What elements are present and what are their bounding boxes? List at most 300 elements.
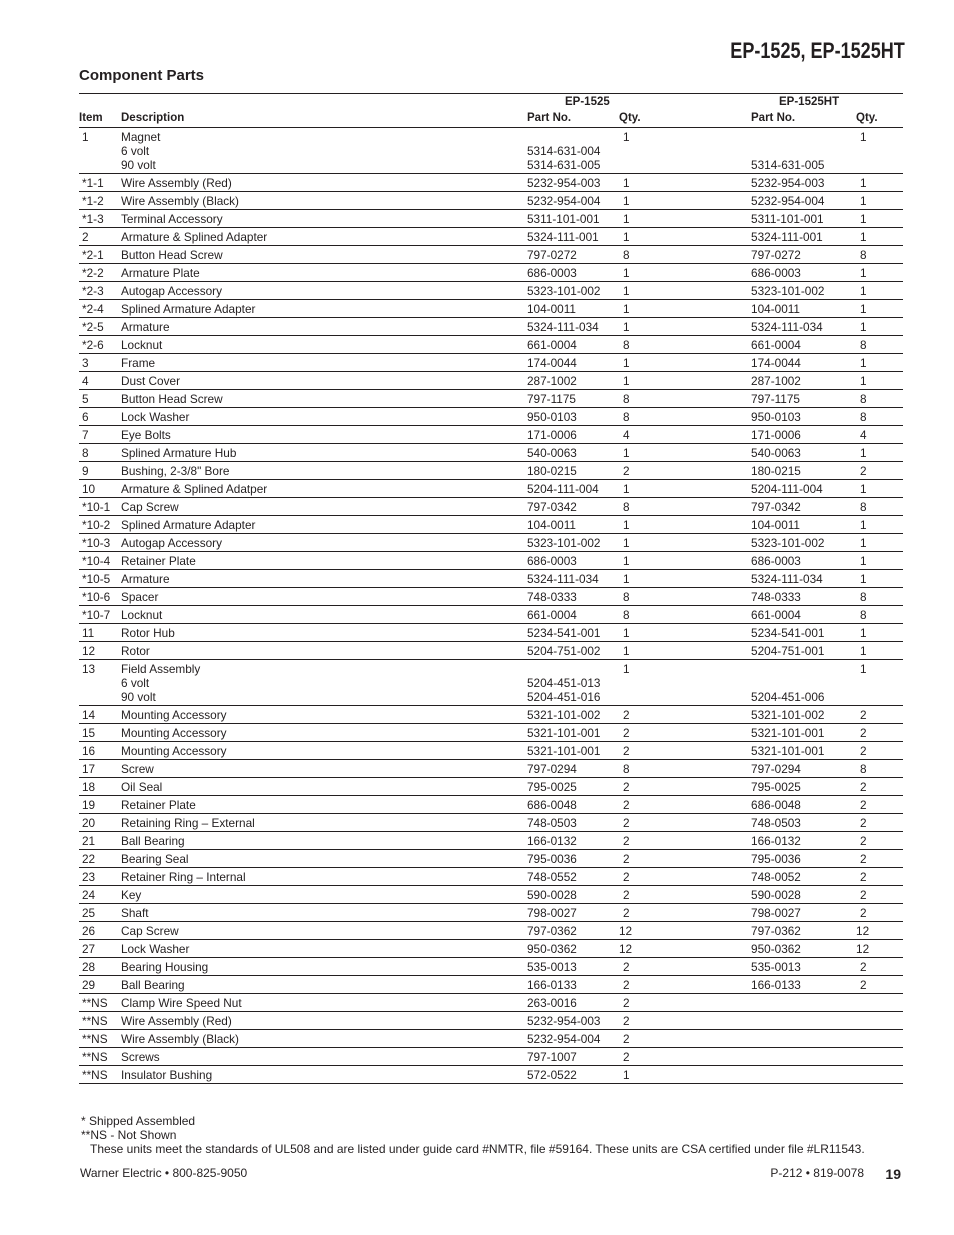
cell-qty-a: 8 — [619, 606, 751, 624]
cell-description-line: Field Assembly — [121, 662, 201, 676]
cell-part-no-a-line: 795-0025 — [527, 780, 577, 794]
cell-qty-a: 2 — [619, 976, 751, 994]
cell-part-no-b — [751, 660, 845, 706]
cell-item: 18 — [79, 778, 118, 796]
cell-qty-b: 1 — [845, 570, 903, 588]
cell-description-line: Armature — [121, 320, 170, 334]
cell-part-no-b — [751, 390, 845, 408]
table-row — [79, 660, 903, 706]
cell-part-no-b — [751, 552, 845, 570]
cell-description-line: Autogap Accessory — [121, 536, 222, 550]
table-row — [79, 128, 903, 174]
cell-item: 23 — [79, 868, 118, 886]
cell-description-line: Rotor Hub — [121, 626, 175, 640]
cell-part-no-a-line: 5204-751-002 — [527, 644, 601, 658]
cell-description — [118, 886, 527, 904]
cell-item: *10-3 — [79, 534, 118, 552]
cell-part-no-b-line: 166-0133 — [751, 978, 801, 992]
cell-qty-b: 2 — [845, 832, 903, 850]
cell-part-no-a — [527, 904, 619, 922]
cell-qty-a: 2 — [619, 778, 751, 796]
table-row — [79, 282, 903, 300]
cell-description-line: Key — [121, 888, 142, 902]
table-row — [79, 940, 903, 958]
cell-part-no-a — [527, 336, 619, 354]
table-row — [79, 976, 903, 994]
cell-qty-a: 8 — [619, 760, 751, 778]
cell-part-no-b — [751, 994, 845, 1012]
cell-qty-b: 1 — [845, 444, 903, 462]
cell-part-no-b — [751, 606, 845, 624]
cell-part-no-b — [751, 886, 845, 904]
cell-part-no-b — [751, 408, 845, 426]
cell-item: 7 — [79, 426, 118, 444]
table-row — [79, 228, 903, 246]
cell-part-no-a-line: 171-0006 — [527, 428, 577, 442]
cell-part-no-b-line: 287-1002 — [751, 374, 801, 388]
cell-part-no-b — [751, 922, 845, 940]
cell-item: *10-2 — [79, 516, 118, 534]
cell-part-no-b-line: 795-0025 — [751, 780, 801, 794]
section-title: Component Parts — [79, 67, 205, 84]
table-row — [79, 868, 903, 886]
cell-qty-b: 2 — [845, 462, 903, 480]
cell-part-no-b-line: 5204-751-001 — [751, 644, 825, 658]
cell-part-no-b — [751, 1048, 845, 1066]
cell-description — [118, 372, 527, 390]
cell-part-no-b-line: 5321-101-001 — [751, 744, 825, 758]
cell-description-line: Oil Seal — [121, 780, 163, 794]
note-not-shown: **NS - Not Shown — [81, 1128, 177, 1142]
cell-item: **NS — [79, 994, 118, 1012]
cell-description-line: Spacer — [121, 590, 159, 604]
cell-part-no-b-line — [751, 1068, 845, 1082]
table-row — [79, 498, 903, 516]
table-row — [79, 174, 903, 192]
table-row — [79, 624, 903, 642]
cell-part-no-a-line: 5234-541-001 — [527, 626, 601, 640]
cell-part-no-b-line: 5311-101-001 — [751, 212, 824, 226]
cell-description-line: Wire Assembly (Black) — [121, 1032, 239, 1046]
cell-qty-b — [845, 1066, 903, 1084]
cell-description-line: Magnet — [121, 130, 161, 144]
cell-qty-b: 2 — [845, 886, 903, 904]
cell-part-no-b — [751, 1012, 845, 1030]
cell-qty-b: 1 — [845, 372, 903, 390]
table-row — [79, 642, 903, 660]
cell-part-no-a — [527, 246, 619, 264]
cell-part-no-b — [751, 318, 845, 336]
cell-part-no-b-line: 950-0362 — [751, 942, 801, 956]
table-row — [79, 444, 903, 462]
column-header-row — [79, 109, 903, 128]
cell-part-no-a-line: 5314-631-004 — [527, 144, 601, 158]
cell-part-no-b — [751, 498, 845, 516]
cell-part-no-a — [527, 778, 619, 796]
col-header-item: Item — [79, 109, 118, 128]
cell-qty-a: 1 — [619, 1066, 751, 1084]
col-header-description: Description — [118, 109, 527, 128]
table-row — [79, 742, 903, 760]
table-row — [79, 1030, 903, 1048]
table-row — [79, 354, 903, 372]
cell-item: 6 — [79, 408, 118, 426]
cell-part-no-a — [527, 264, 619, 282]
cell-part-no-a-line: 572-0522 — [527, 1068, 577, 1082]
cell-item: 24 — [79, 886, 118, 904]
cell-item: *10-4 — [79, 552, 118, 570]
cell-description — [118, 444, 527, 462]
table-row — [79, 886, 903, 904]
notes — [81, 1114, 865, 1156]
cell-description-line: Screws — [121, 1050, 160, 1064]
cell-qty-a: 1 — [619, 570, 751, 588]
cell-item: 22 — [79, 850, 118, 868]
cell-qty-a: 8 — [619, 390, 751, 408]
cell-item: *2-6 — [79, 336, 118, 354]
cell-qty-b: 1 — [845, 264, 903, 282]
col-header-part-no-b: Part No. — [751, 109, 845, 128]
cell-description — [118, 588, 527, 606]
cell-description-line: Mounting Accessory — [121, 744, 227, 758]
cell-part-no-a — [527, 354, 619, 372]
table-row — [79, 1066, 903, 1084]
cell-description-line: Lock Washer — [121, 410, 190, 424]
cell-part-no-b-line: 748-0052 — [751, 870, 801, 884]
cell-item: *1-3 — [79, 210, 118, 228]
cell-qty-b: 1 — [845, 210, 903, 228]
cell-qty-a: 2 — [619, 1012, 751, 1030]
table-row — [79, 300, 903, 318]
cell-part-no-b — [751, 760, 845, 778]
cell-description-line: Ball Bearing — [121, 978, 185, 992]
cell-part-no-a-line: 5232-954-003 — [527, 176, 601, 190]
cell-part-no-a — [527, 498, 619, 516]
cell-description — [118, 426, 527, 444]
table-row — [79, 814, 903, 832]
table-row — [79, 372, 903, 390]
cell-part-no-a — [527, 958, 619, 976]
table-row — [79, 994, 903, 1012]
cell-qty-b: 2 — [845, 706, 903, 724]
cell-part-no-b-line: 5324-111-034 — [751, 320, 823, 334]
cell-description-line: Bearing Seal — [121, 852, 189, 866]
cell-part-no-b-line: 661-0004 — [751, 608, 801, 622]
table-row — [79, 390, 903, 408]
cell-description-line: Lock Washer — [121, 942, 190, 956]
cell-part-no-a — [527, 462, 619, 480]
cell-qty-a: 1 — [619, 372, 751, 390]
cell-description — [118, 1030, 527, 1048]
cell-description — [118, 498, 527, 516]
cell-description — [118, 796, 527, 814]
cell-part-no-a-line: 174-0044 — [527, 356, 577, 370]
cell-part-no-b-line — [751, 996, 845, 1010]
cell-part-no-b-line: 5324-111-001 — [751, 230, 823, 244]
cell-part-no-b-line: 5314-631-005 — [751, 158, 825, 172]
cell-qty-a: 1 — [619, 228, 751, 246]
cell-description — [118, 1012, 527, 1030]
cell-description-line: Autogap Accessory — [121, 284, 222, 298]
cell-part-no-b — [751, 174, 845, 192]
cell-part-no-a — [527, 1012, 619, 1030]
cell-part-no-a — [527, 282, 619, 300]
cell-description — [118, 1048, 527, 1066]
cell-description-line: 90 volt — [121, 690, 156, 704]
cell-part-no-a-line: 797-0272 — [527, 248, 577, 262]
cell-item: *10-5 — [79, 570, 118, 588]
cell-item: 1 — [79, 128, 118, 174]
cell-item: 9 — [79, 462, 118, 480]
cell-description — [118, 940, 527, 958]
cell-qty-a: 1 — [619, 282, 751, 300]
cell-qty-b: 2 — [845, 742, 903, 760]
cell-part-no-a-line: 797-0342 — [527, 500, 577, 514]
cell-part-no-a — [527, 606, 619, 624]
cell-item: **NS — [79, 1048, 118, 1066]
cell-part-no-b — [751, 940, 845, 958]
cell-description-line: Retaining Ring – External — [121, 816, 255, 830]
cell-qty-b: 2 — [845, 958, 903, 976]
cell-part-no-b-line: 797-0272 — [751, 248, 801, 262]
cell-item: *10-7 — [79, 606, 118, 624]
cell-item: 8 — [79, 444, 118, 462]
cell-part-no-a — [527, 976, 619, 994]
cell-item: 20 — [79, 814, 118, 832]
cell-part-no-b-line: 795-0036 — [751, 852, 801, 866]
cell-qty-b: 1 — [845, 128, 903, 174]
cell-description-line: Clamp Wire Speed Nut — [121, 996, 242, 1010]
cell-item: 2 — [79, 228, 118, 246]
cell-description-line: Cap Screw — [121, 924, 179, 938]
cell-part-no-a-line: 590-0028 — [527, 888, 577, 902]
cell-part-no-a-line — [527, 130, 619, 144]
cell-part-no-b — [751, 264, 845, 282]
cell-description — [118, 868, 527, 886]
cell-part-no-b-line: 5323-101-002 — [751, 284, 825, 298]
cell-part-no-a — [527, 1066, 619, 1084]
cell-part-no-a — [527, 922, 619, 940]
cell-description-line: Frame — [121, 356, 156, 370]
cell-qty-a: 1 — [619, 354, 751, 372]
cell-qty-a: 1 — [619, 480, 751, 498]
cell-part-no-b-line — [751, 1050, 845, 1064]
cell-description — [118, 390, 527, 408]
cell-qty-b: 8 — [845, 390, 903, 408]
cell-qty-a: 2 — [619, 832, 751, 850]
table-row — [79, 462, 903, 480]
cell-item: 16 — [79, 742, 118, 760]
cell-qty-b: 1 — [845, 228, 903, 246]
table-row — [79, 318, 903, 336]
cell-qty-a: 1 — [619, 300, 751, 318]
cell-qty-a: 1 — [619, 128, 751, 174]
cell-qty-a: 2 — [619, 958, 751, 976]
cell-qty-b: 2 — [845, 778, 903, 796]
cell-part-no-b — [751, 642, 845, 660]
cell-part-no-a-line: 5314-631-005 — [527, 158, 601, 172]
cell-description-line: Insulator Bushing — [121, 1068, 213, 1082]
cell-qty-b: 12 — [845, 940, 903, 958]
cell-description — [118, 336, 527, 354]
cell-qty-a: 8 — [619, 498, 751, 516]
cell-description — [118, 462, 527, 480]
cell-qty-a: 12 — [619, 940, 751, 958]
cell-qty-a: 1 — [619, 174, 751, 192]
footer-part-number: P-212 • 819-0078 — [770, 1166, 864, 1180]
cell-part-no-a-line: 5204-451-013 — [527, 676, 601, 690]
cell-part-no-b-line: 171-0006 — [751, 428, 801, 442]
cell-part-no-b-line: 5204-451-006 — [751, 690, 825, 704]
cell-item: 17 — [79, 760, 118, 778]
cell-qty-a: 8 — [619, 588, 751, 606]
cell-part-no-a — [527, 796, 619, 814]
cell-description — [118, 264, 527, 282]
cell-description-line: Splined Armature Adapter — [121, 518, 256, 532]
cell-description — [118, 624, 527, 642]
cell-part-no-b-line: 104-0011 — [751, 302, 800, 316]
cell-part-no-b-line: 798-0027 — [751, 906, 801, 920]
cell-qty-b: 1 — [845, 480, 903, 498]
cell-qty-b: 1 — [845, 282, 903, 300]
cell-description — [118, 552, 527, 570]
cell-part-no-a-line: 535-0013 — [527, 960, 577, 974]
cell-description-line: Mounting Accessory — [121, 726, 227, 740]
table-row — [79, 534, 903, 552]
cell-qty-b: 1 — [845, 642, 903, 660]
table-row — [79, 796, 903, 814]
cell-qty-a: 2 — [619, 796, 751, 814]
cell-item: **NS — [79, 1066, 118, 1084]
cell-description — [118, 354, 527, 372]
cell-item: **NS — [79, 1030, 118, 1048]
table-row — [79, 246, 903, 264]
parts-table-body — [79, 128, 903, 1084]
cell-description — [118, 210, 527, 228]
cell-part-no-a-line: 5324-111-001 — [527, 230, 599, 244]
cell-part-no-a — [527, 724, 619, 742]
table-row — [79, 264, 903, 282]
cell-part-no-a — [527, 742, 619, 760]
cell-item: 10 — [79, 480, 118, 498]
cell-part-no-b-line — [751, 676, 845, 690]
cell-description-line: Wire Assembly (Red) — [121, 1014, 232, 1028]
cell-qty-a: 1 — [619, 552, 751, 570]
cell-qty-b: 2 — [845, 976, 903, 994]
cell-part-no-a — [527, 318, 619, 336]
cell-qty-a: 2 — [619, 814, 751, 832]
note-shipped-assembled: * Shipped Assembled — [81, 1114, 196, 1128]
cell-part-no-a — [527, 1030, 619, 1048]
cell-part-no-a-line: 950-0362 — [527, 942, 577, 956]
cell-description-line: Ball Bearing — [121, 834, 185, 848]
cell-qty-b — [845, 1048, 903, 1066]
cell-description — [118, 570, 527, 588]
table-row — [79, 832, 903, 850]
cell-description — [118, 606, 527, 624]
cell-qty-b: 12 — [845, 922, 903, 940]
col-header-part-no-a: Part No. — [527, 109, 619, 128]
cell-description-line: Mounting Accessory — [121, 708, 227, 722]
cell-qty-a: 2 — [619, 886, 751, 904]
cell-part-no-b-line: 686-0003 — [751, 266, 801, 280]
cell-qty-a: 1 — [619, 444, 751, 462]
cell-part-no-b-line — [751, 1032, 845, 1046]
table-row — [79, 1012, 903, 1030]
cell-description-line: Rotor — [121, 644, 150, 658]
cell-part-no-b-line: 748-0333 — [751, 590, 801, 604]
cell-description-line: Armature & Splined Adapter — [121, 230, 268, 244]
cell-part-no-b — [751, 588, 845, 606]
cell-part-no-a — [527, 706, 619, 724]
cell-part-no-b-line: 535-0013 — [751, 960, 801, 974]
table-row — [79, 192, 903, 210]
cell-item: *2-2 — [79, 264, 118, 282]
cell-qty-b — [845, 1030, 903, 1048]
cell-part-no-b — [751, 1066, 845, 1084]
cell-part-no-a — [527, 886, 619, 904]
cell-item: 29 — [79, 976, 118, 994]
cell-item: *10-6 — [79, 588, 118, 606]
cell-item: 26 — [79, 922, 118, 940]
cell-part-no-b — [751, 426, 845, 444]
cell-part-no-b-line — [751, 144, 845, 158]
cell-part-no-b-line: 590-0028 — [751, 888, 801, 902]
cell-part-no-a — [527, 444, 619, 462]
col-header-qty-a: Qty. — [619, 109, 751, 128]
cell-description — [118, 922, 527, 940]
table-row — [79, 958, 903, 976]
cell-part-no-a — [527, 814, 619, 832]
cell-item: *10-1 — [79, 498, 118, 516]
cell-part-no-a-line: 5204-451-016 — [527, 690, 601, 704]
cell-item: 27 — [79, 940, 118, 958]
cell-part-no-a-line: 748-0333 — [527, 590, 577, 604]
cell-description-line: Cap Screw — [121, 500, 179, 514]
cell-description-line: Bearing Housing — [121, 960, 209, 974]
cell-part-no-a — [527, 228, 619, 246]
table-row — [79, 606, 903, 624]
table-row — [79, 1048, 903, 1066]
cell-qty-a: 1 — [619, 516, 751, 534]
cell-part-no-b-line: 540-0063 — [751, 446, 801, 460]
cell-part-no-a — [527, 660, 619, 706]
cell-qty-b: 2 — [845, 796, 903, 814]
cell-qty-b: 8 — [845, 606, 903, 624]
cell-part-no-a — [527, 760, 619, 778]
cell-part-no-a — [527, 570, 619, 588]
cell-part-no-a-line: 5321-101-001 — [527, 726, 601, 740]
cell-description-line: Locknut — [121, 338, 163, 352]
cell-description — [118, 958, 527, 976]
cell-qty-b: 8 — [845, 408, 903, 426]
cell-part-no-a — [527, 832, 619, 850]
cell-part-no-a — [527, 300, 619, 318]
cell-part-no-b-line: 5234-541-001 — [751, 626, 825, 640]
cell-part-no-a-line: 5323-101-002 — [527, 284, 601, 298]
cell-qty-a: 1 — [619, 192, 751, 210]
cell-qty-a: 8 — [619, 246, 751, 264]
cell-item: 4 — [79, 372, 118, 390]
cell-part-no-b — [751, 282, 845, 300]
cell-qty-b: 1 — [845, 660, 903, 706]
cell-qty-b: 1 — [845, 354, 903, 372]
page-number: 19 — [885, 1166, 901, 1182]
cell-qty-b: 1 — [845, 318, 903, 336]
cell-qty-a: 2 — [619, 1030, 751, 1048]
cell-part-no-b-line: 174-0044 — [751, 356, 801, 370]
cell-qty-b: 8 — [845, 336, 903, 354]
